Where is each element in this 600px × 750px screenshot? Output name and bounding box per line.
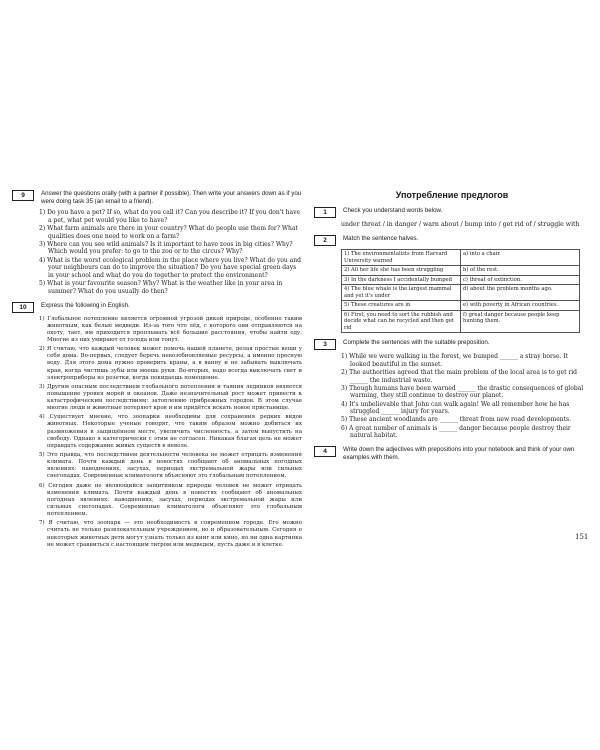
table-row	[342, 285, 580, 301]
exercise-number-badge: 3	[314, 339, 336, 350]
question-item: 4) What is the worst ecological problem in the place where you live? What do you and your neighbours can do to improve the situation? Do you have special green days in your school and what do you do together to protect the environment?	[39, 256, 301, 279]
page-number: 151	[575, 533, 589, 541]
exercise-instruction: Match the sentence halves.	[343, 235, 419, 243]
question-item: 3) Where can you see wild animals? Is it important to have zoos in big cities? Why? Which would you prefer: to go to the zoo or to the circus? Why?	[39, 240, 293, 256]
exercise-number-badge: 1	[314, 207, 336, 218]
translation-item: 6) Сегодня даже не являющийся защитником природы человек не может отрицать изменения климата. Почти каждый день в новостях сообщают об аномальных погодных явлениях: наводнениях, засухах, периодах экстремальной жары или сильных снегопадах. Современные климатологи объясняют это глобальным потеплением.	[39, 482, 302, 518]
sentence-end: c) threat of extinction.	[461, 275, 580, 285]
sentence-start: 3) In the darkness I accidentally bumped	[342, 275, 461, 285]
gap-fill-item: 6) A great number of animals is ______ danger because people destroy their natural habitat.	[341, 424, 571, 440]
exercise-3	[314, 339, 590, 440]
sentence-end: b) of the rest.	[461, 266, 580, 276]
gap-fill-item: 3) Though humans have been warned ______ the drastic consequences of global warming, they still continue to destroy our planet.	[341, 384, 584, 400]
exercise-number-badge: 9	[12, 190, 34, 201]
sentence-start: 1) The environmentalists from Harvard University warned	[342, 250, 461, 266]
translation-item: 2) Я считаю, что каждый человек может помочь нашей планете, делая простые вещи у себя дома. Во-первых, следует беречь невозобновляемые ресурсы, а именно пресную воду. Для этого дома нужно проверить краны, а в ванну и не забывать выключать кран, когда чистишь зубы или моешь руки. Во-вторых, надо всегда выключать свет и электроприборы из розетки, когда покидаешь помещение.	[39, 346, 302, 381]
sentence-start: 6) First, you need to sort the rubbish and decide what can be recycled and then get rid	[342, 310, 461, 333]
translation-item: 3) Другим опасным последствием глобального потепления и таяния ледников является повышение уровня морей и океанов. Даже незначительный рост может привести к катастрофическим последствиям: затоплению прибрежных городов. В этом случае многие люди и животные потеряют кров и им придётся искать новое пристанище.	[39, 383, 302, 412]
right-column	[314, 190, 590, 468]
sentence-start: 2) All her life she has been struggling	[342, 266, 461, 276]
exercise-number-badge: 4	[314, 446, 336, 457]
table-row	[342, 310, 580, 333]
exercise-instruction: Answer the questions orally (with a partner if possible). Then write your answers down as if you were doing task 35 (an email to a friend).	[41, 190, 302, 206]
gap-fill-item: 1) While we were walking in the forest, we bumped ______ a stray horse. It looked beautiful in the sunset.	[341, 353, 569, 368]
exercise-number-badge: 10	[12, 302, 34, 313]
translation-item: 4) Существует мнение, что зоопарки необходимы для сохранения редких видов животных. Некоторые ученые говорят, что таким образом можно добиться их размножения в защищённом месте, увеличить численность, а затем выпустить на свободу. Однако я категорически с этим не согласен. Никакая благая цель не может оправдать содержание живых существ в неволе.	[39, 414, 302, 449]
sentence-end: f) great danger because people keep hunting them.	[461, 310, 580, 333]
gap-fill-item: 2) The authorities agreed that the main problem of the local area is to get rid ______ the industrial waste.	[341, 368, 578, 384]
exercise-9	[12, 190, 302, 296]
exercise-instruction: Complete the sentences with the suitable preposition.	[343, 339, 490, 347]
question-item: 5) What is your favourite season? Why? What is the weather like in your area in summer? What do you usually do then?	[39, 280, 283, 295]
word-list: under threat / in danger / warn about / bump into / get rid of / struggle with	[341, 221, 580, 228]
exercise-number-badge: 2	[314, 235, 336, 246]
table-row	[342, 250, 580, 266]
sentence-start: 5) These creatures are in	[342, 301, 461, 311]
gap-fill-item: 4) It's unbelievable that John can walk again! We all remember how he has struggled ______ injury for years.	[341, 400, 570, 416]
sentence-end: e) with poverty in African countries.	[461, 301, 580, 311]
gap-fill-item: 5) These ancient woodlands are ______ threat from new road developments.	[341, 416, 572, 424]
sentence-start: 4) The blue whale is the largest mammal and yet it's under	[342, 285, 461, 301]
translation-item: 7) Я считаю, что зоопарк — это необходимость в современном городе. Его можно считать не только развлекательным учреждением, но и образовательным. Сегодня о некоторых животных дети могут узнать только из книг или кино, но ни одна картинка не может сравниться с настоящим тигром или медведем, пусть даже и в клетке.	[39, 520, 302, 548]
translation-list	[39, 316, 302, 549]
exercise-2	[314, 235, 590, 333]
gap-fill-list	[341, 353, 590, 440]
exercise-4	[314, 446, 590, 462]
sentence-end: d) about the problem months ago.	[461, 285, 580, 301]
section-title: Употребление предлогов	[395, 190, 509, 200]
exercise-10	[12, 302, 302, 549]
translation-item: 5) Это правда, что последствием деятельности человека не может отрицать изменения климата. Почти каждый день в новостях сообщают об аномальных погодных явлениях: наводнениях, засухах, периодах экстремальной жары или сильных снегопадах. Современные климатологи объясняют это глобальным потеплением.	[39, 452, 302, 480]
question-item: 2) What farm animals are there in your country? What do people use them for? What qualities does one need to work on a farm?	[39, 224, 298, 240]
question-item: 1) Do you have a pet? If so, what do you call it? Can you describe it? If you don't have a pet, what pet would you like to have?	[39, 209, 301, 224]
exercise-1	[314, 207, 590, 229]
exercise-instruction: Express the following in English.	[41, 301, 130, 309]
sentence-end: a) into a chair.	[461, 250, 580, 266]
table-row	[342, 301, 580, 311]
translation-item: 1) Глобальное потепление является огромной угрозой дикой природе, особенно таким животным, как белые медведи. Из-за того что лёд, с которого они отправляются на охоту, тает, им приходится проплывать всё большие расстояния, чтобы найти еду. Многие из них умирают от голода или тонут.	[39, 315, 302, 343]
question-list	[39, 209, 302, 295]
exercise-instruction: Write down the adjectives with prepositions into your notebook and think of your own examples with them.	[343, 445, 575, 462]
table-row	[342, 266, 580, 276]
exercise-instruction: Check you understand words below.	[343, 207, 443, 214]
matching-table	[341, 249, 580, 333]
table-row	[342, 275, 580, 285]
left-column	[12, 190, 302, 555]
